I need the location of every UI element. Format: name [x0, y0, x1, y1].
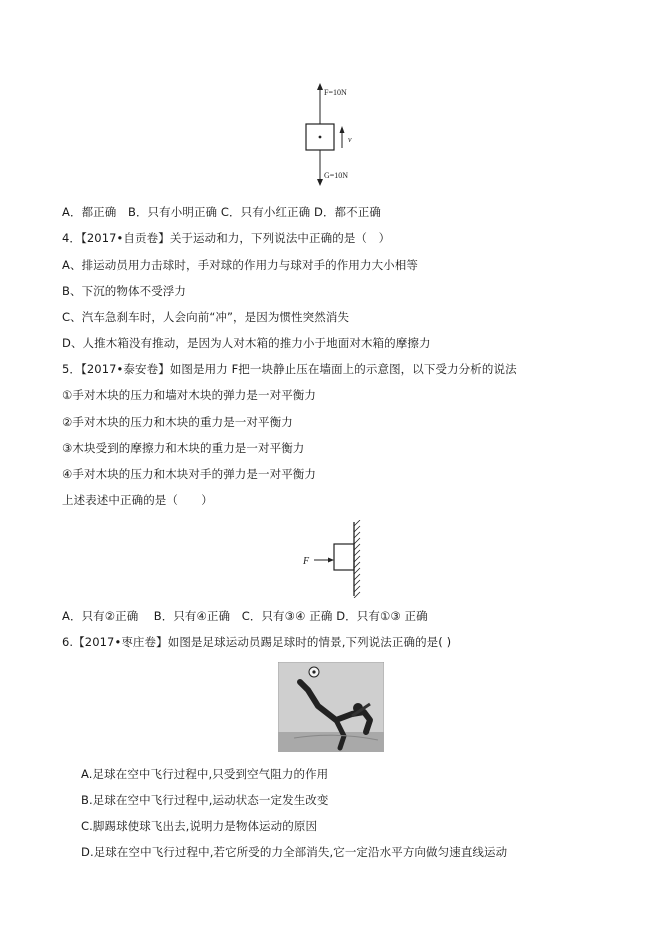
q5-options: A．只有②正确 B．只有④正确 C．只有③④ 正确 D．只有①③ 正确 — [62, 609, 428, 623]
force-diagram-block — [290, 80, 370, 190]
q4-option-a: A、排运动员用力击球时，手对球的作用力与球对手的作用力大小相等 — [62, 258, 418, 272]
q5-statement-3: ③木块受到的摩擦力和木块的重力是一对平衡力 — [62, 441, 305, 455]
q4-stem: 4．【2017•自贡卷】关于运动和力，下列说法中正确的是（ ） — [62, 231, 391, 245]
force-diagram-wall — [296, 520, 372, 598]
q5-statement-4: ④手对木块的压力和木块对手的弹力是一对平衡力 — [62, 467, 317, 481]
q6-option-b: B.足球在空中飞行过程中,运动状态一定发生改变 — [81, 793, 329, 807]
football-player-photo — [278, 662, 384, 752]
q4-option-b: B、下沉的物体不受浮力 — [62, 284, 186, 298]
q6-option-d: D.足球在空中飞行过程中,若它所受的力全部消失,它一定沿水平方向做匀速直线运动 — [81, 845, 508, 859]
q6-option-c: C.脚踢球使球飞出去,说明力是物体运动的原因 — [81, 819, 318, 833]
q4-option-c: C、汽车急刹车时，人会向前“冲”，是因为惯性突然消失 — [62, 310, 350, 324]
label-gravity-g: G=10N — [324, 171, 349, 180]
q5-statement-1: ①手对木块的压力和墙对木块的弹力是一对平衡力 — [62, 388, 317, 402]
label-velocity: v — [348, 135, 352, 144]
q5-prompt: 上述表述中正确的是（ ） — [62, 493, 213, 507]
q4-option-d: D、人推木箱没有推动，是因为人对木箱的推力小于地面对木箱的摩擦力 — [62, 336, 431, 350]
q6-stem: 6.【2017•枣庄卷】如图是足球运动员踢足球时的情景,下列说法正确的是( ) — [62, 635, 452, 649]
q3-options: A．都正确 B．只有小明正确 C．只有小红正确 D．都不正确 — [62, 205, 381, 219]
q6-option-a: A.足球在空中飞行过程中,只受到空气阻力的作用 — [81, 767, 329, 781]
q5-stem: 5．【2017•泰安卷】如图是用力 F把一块静止压在墙面上的示意图，以下受力分析的说法 — [62, 362, 517, 376]
label-force-f2: F — [303, 556, 310, 567]
label-force-f: F=10N — [324, 88, 347, 97]
q5-statement-2: ②手对木块的压力和木块的重力是一对平衡力 — [62, 415, 293, 429]
